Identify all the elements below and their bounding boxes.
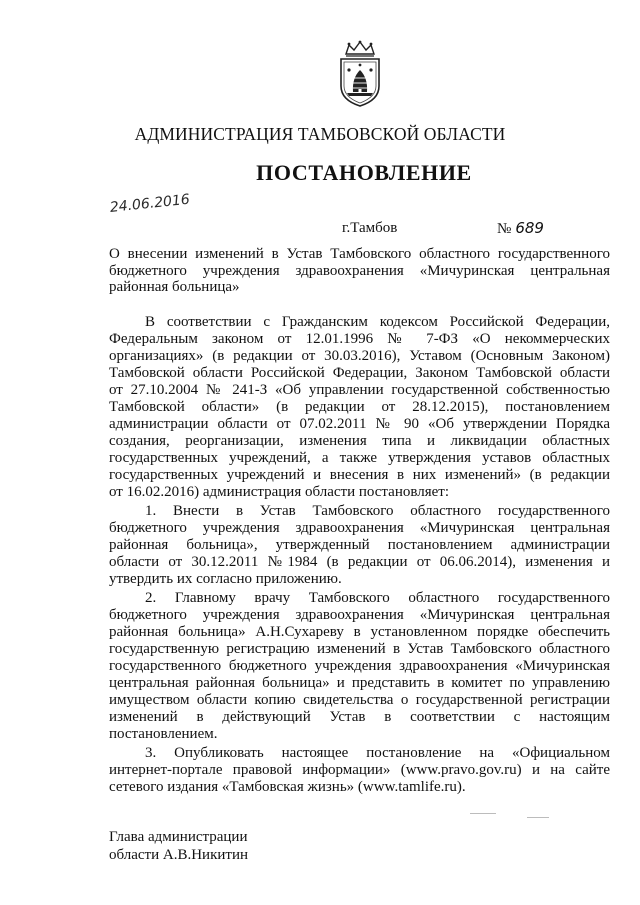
body-line: 1. Внести в Устав Тамбовского областного государственного (145, 503, 610, 519)
body-line: Тамбовской области» (в редакции от 28.12.2015), постановлением (109, 399, 610, 415)
body-line: районная больница» А.Н.Сухареву в установленном порядке обеспечить (109, 624, 610, 640)
body-line: организациях» (в редакции от 30.03.2016), Уставом (Основным Законом) (109, 348, 610, 364)
body-line: создания, реорганизации, изменения типа и ликвидации областных (109, 433, 610, 449)
scan-artifact-line (527, 817, 549, 818)
number-value: 689 (515, 219, 544, 237)
body-line: 3. Опубликовать настоящее постановление на «Официальном (145, 745, 610, 761)
number-sign: № (497, 221, 512, 237)
body-line: государственных учреждений и внесения в них изменений» (в редакции (109, 467, 610, 483)
body-line: государственного бюджетного учреждения здравоохранения «Мичуринская (109, 658, 610, 674)
subject-line: О внесении изменений в Устав Тамбовского областного государственного (109, 246, 610, 262)
organization-name: АДМИНИСТРАЦИЯ ТАМБОВСКОЙ ОБЛАСТИ (134, 124, 506, 144)
body-line: от 16.02.2016) администрация области постановляет: (109, 484, 449, 500)
clause-2-paragraph (109, 590, 610, 743)
clause-1-paragraph (109, 503, 610, 588)
body-line: постановлением. (109, 726, 218, 742)
scan-artifact-line (470, 813, 496, 814)
body-line: бюджетного учреждения здравоохранения «Мичуринская центральная (109, 520, 610, 536)
body-line: сетевого издания «Тамбовская жизнь» (www.tamlife.ru). (109, 779, 466, 795)
body-line: государственных учреждений, а также утверждения уставов областных (109, 450, 610, 466)
body-line: интернет-портале правовой информации» (www.pravo.gov.ru) и на сайте (109, 762, 610, 778)
body-line: центральная районная больница» и представить в комитет по управлению (109, 675, 610, 691)
tambov-region-coat-of-arms-icon (333, 40, 387, 108)
document-city: г.Тамбов (342, 220, 398, 236)
body-line: администрации области от 07.02.2011 № 90 «Об утверждении Порядка (109, 416, 610, 432)
document-type-title: ПОСТАНОВЛЕНИЕ (256, 160, 472, 185)
document-body (109, 314, 610, 798)
subject-line: бюджетного учреждения здравоохранения «Мичуринская центральная (109, 262, 610, 279)
signature-block (109, 828, 248, 864)
document-number (497, 219, 544, 238)
body-line: от 27.10.2004 № 241-З «Об управлении государственной собственностью (109, 382, 610, 398)
body-line: государственную регистрацию изменений в Устав Тамбовского областного (109, 641, 610, 657)
body-line: 2. Главному врачу Тамбовского областного государственного (145, 590, 610, 606)
body-line: области от 30.12.2011 №1984 (в редакции от 06.06.2014), изменения и (109, 554, 610, 570)
document-date: 24.06.2016 (109, 191, 191, 216)
signatory-title: Глава администрации (109, 829, 248, 845)
body-line: Тамбовской области Российской Федерации, Законом Тамбовской области (109, 365, 610, 381)
body-line: районная больница», утвержденный постановлением администрации (109, 537, 610, 553)
clause-3-paragraph (109, 745, 610, 796)
document-subject (109, 246, 610, 296)
body-line: имуществом области копию свидетельства о государственной регистрации (109, 692, 610, 708)
body-line: бюджетного учреждения здравоохранения «Мичуринская центральная (109, 607, 610, 623)
body-line: изменений в действующий Устав в соответствии с настоящим (109, 709, 610, 725)
body-line: В соответствии с Гражданским кодексом Российской Федерации, (145, 314, 610, 330)
body-line: Федеральным законом от 12.01.1996 № 7-ФЗ «О некоммерческих (109, 331, 610, 347)
subject-line: районная больница» (109, 279, 240, 295)
preamble-paragraph (109, 314, 610, 501)
signatory-name: области А.В.Никитин (109, 847, 249, 863)
body-line: утвердить их согласно приложению. (109, 571, 342, 587)
